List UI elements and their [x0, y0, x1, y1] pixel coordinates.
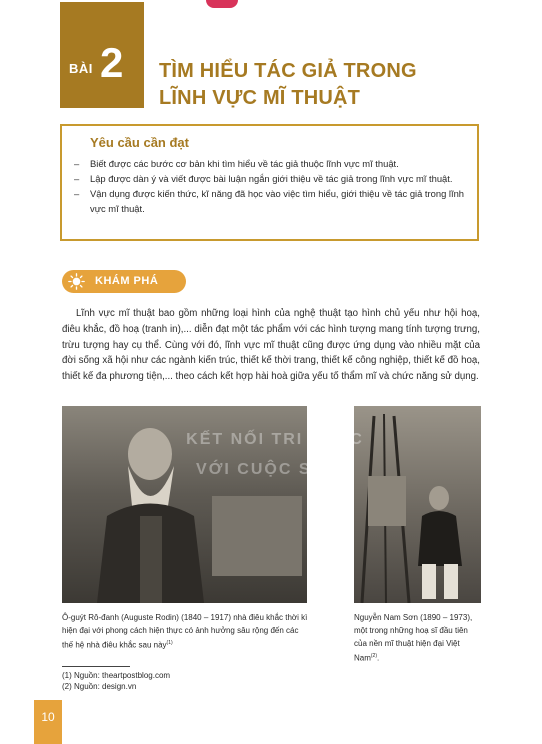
lightbulb-sun-icon [68, 273, 85, 290]
footnote-ref: (1) [166, 640, 173, 646]
requirements-list [74, 156, 470, 216]
lesson-tab [60, 2, 144, 108]
lesson-title-line1: TÌM HIỂU TÁC GIẢ TRONG [159, 60, 417, 82]
section-label: KHÁM PHÁ [95, 275, 159, 287]
publisher-watermark: KẾT NỐI TRI THỨC VỚI CUỘC SỐNG [186, 431, 364, 478]
requirement-item: – Vận dụng được kiến thức, kĩ năng đã học vào việc tìm hiểu, giới thiệu về tác giả trong lĩnh vực mĩ thuật. [74, 188, 465, 214]
requirements-box [60, 124, 479, 241]
caption-son: Nguyễn Nam Sơn (1890 – 1973), một trong những hoạ sĩ đầu tiên của nền mĩ thuật hiện đại Việt Nam$^{(2)}$. [354, 613, 473, 663]
footnote-ref: (2) [370, 653, 378, 659]
lesson-title [159, 58, 489, 112]
caption-rodin: Ô-guýt Rô-đanh (Auguste Rodin) (1840 – 1917) nhà điêu khắc thời kì hiện đại với phong cách hiện thực có ảnh hưởng sâu rộng đến các thế hệ nhà điêu khắc sau này$^{(1)}$ [62, 613, 308, 650]
photo-nguyen-nam-son [354, 406, 481, 603]
section-badge-explore [62, 270, 186, 293]
intro-paragraph: Lĩnh vực mĩ thuật bao gồm những loại hình của nghệ thuật tạo hình chủ yếu như hội hoạ, điêu khắc, đồ hoạ (tranh in),... diễn đạt một tác phẩm với các hình tượng mang tính tượng trưng, trừu tượng hay cụ thể. Cùng với đó, lĩnh vực mĩ thuật cũng được ứng dụng vào nhiều mặt của đời sống xã hội như các ngành kiến trúc, thiết kế thời trang, thiết kế công nghiệp, thiết kế đồ hoạ, thiết kế đa phương tiện,... theo cách kết hợp hài hoà giữa yếu tố thẩm mĩ và chức năng sử dụng. [62, 308, 480, 383]
page-number: 10 [41, 710, 55, 724]
page-number-tab [34, 700, 62, 744]
footnotes [62, 670, 170, 692]
footnote-divider [62, 666, 130, 667]
requirements-title: Yêu cầu cần đạt [90, 135, 189, 150]
footnote-item: (1) Nguồn: theartpostblog.com [62, 671, 171, 680]
requirement-item: – Lập được dàn ý và viết được bài luận ngắn giới thiệu về tác giả trong lĩnh vực mĩ thuật. [74, 173, 453, 184]
top-decoration [206, 0, 238, 8]
footnote-item: (2) Nguồn: design.vn [62, 682, 137, 691]
lesson-word: BÀI [69, 61, 93, 76]
requirement-item: – Biết được các bước cơ bản khi tìm hiểu về tác giả thuộc lĩnh vực mĩ thuật. [74, 158, 399, 169]
lesson-number: 2 [100, 39, 124, 86]
lesson-title-line2: LĨNH VỰC MĨ THUẬT [159, 87, 361, 109]
